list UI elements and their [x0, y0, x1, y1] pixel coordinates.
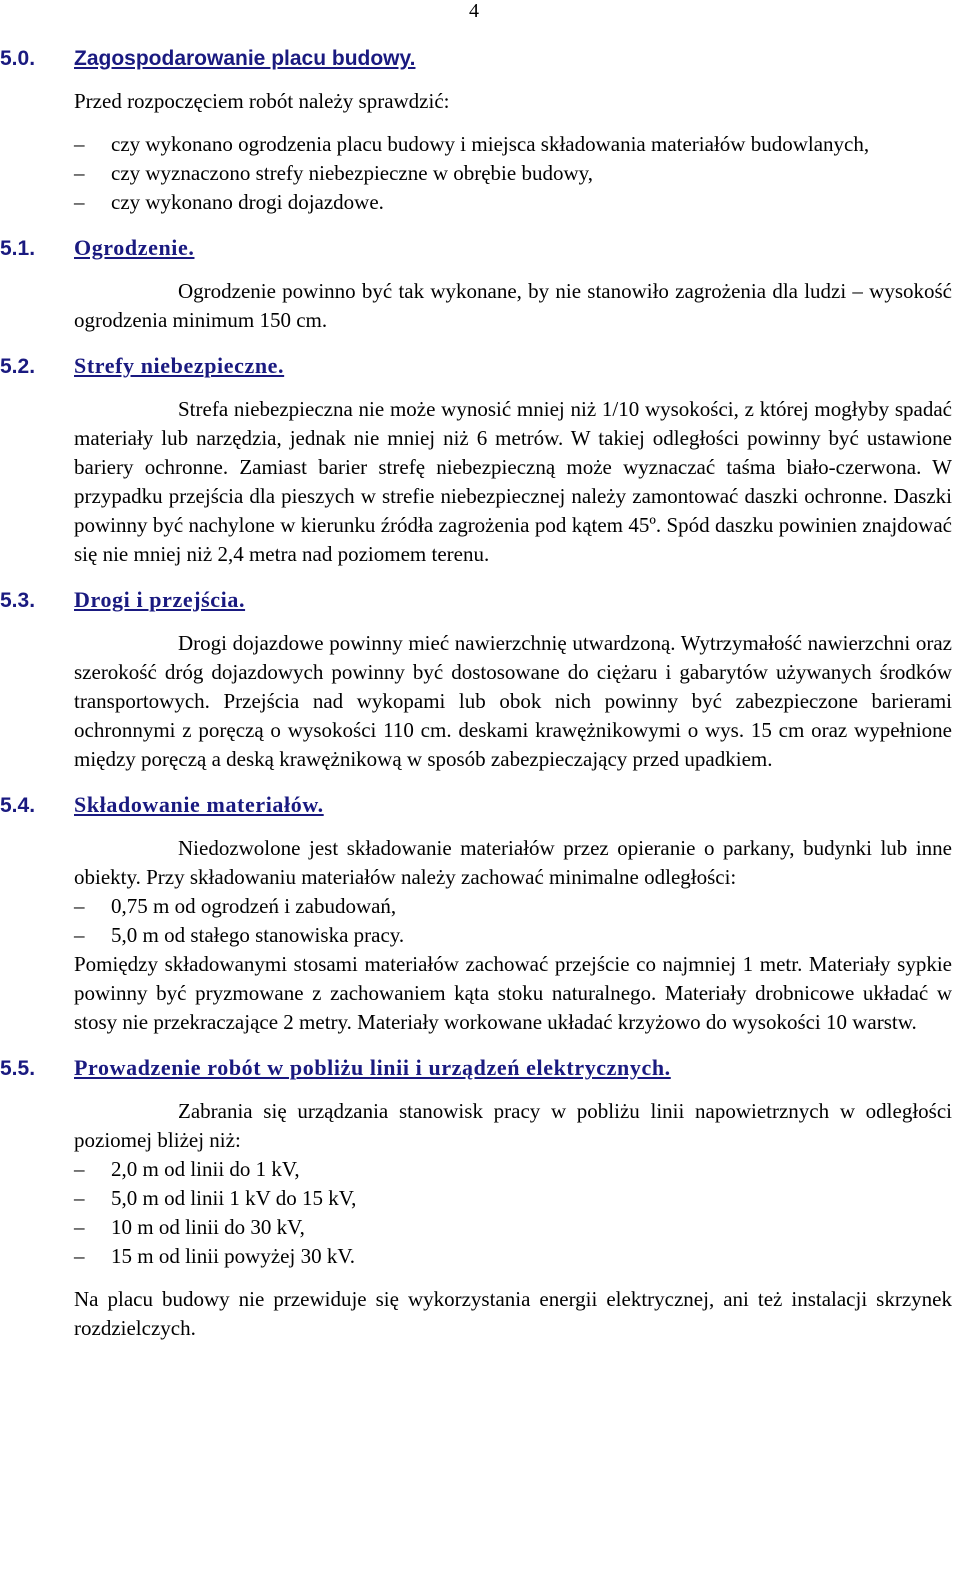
section-number: 5.1. [0, 237, 36, 260]
list-item: – czy wyznaczono strefy niebezpieczne w obrębie budowy, [74, 159, 952, 188]
list-item: – 5,0 m od stałego stanowiska pracy. [74, 921, 952, 950]
paragraph: Zabrania się urządzania stanowisk pracy w pobliżu linii napowietrznych w odległości poziomej bliżej niż: [74, 1099, 952, 1152]
list-item: – czy wykonano drogi dojazdowe. [74, 188, 952, 217]
section-number: 5.3. [0, 589, 36, 612]
distance-list [74, 1155, 952, 1271]
paragraph: Na placu budowy nie przewiduje się wykorzystania energii elektrycznej, ani też instalacji skrzynek rozdzielczych. [74, 1287, 952, 1340]
distance-list [74, 892, 952, 950]
list-item: – 10 m od linii do 30 kV, [74, 1213, 952, 1242]
section-title: Drogi i przejścia. [74, 587, 246, 612]
paragraph: Pomiędzy składowanymi stosami materiałów zachować przejście co najmniej 1 metr. Materiały sypkie powinny być pryzmowane z zachowaniem kąta stoku naturalnego. Materiały drobnicowe układać w stosy nie przekraczające 2 metry. Materiały workowane układać krzyżowo do wysokości 10 warstw. [74, 952, 952, 1034]
paragraph: Drogi dojazdowe powinny mieć nawierzchnię utwardzoną. Wytrzymałość nawierzchni oraz szerokość dróg dojazdowych powinny być dostosowane do ciężaru i gabarytów używanych środków transportowych. Przejścia nad wykopami lub obok nich powinny być zabezpieczone barierami ochronnymi z poręczą o wysokości 110 cm. deskami krawężnikowymi o wys. 15 cm oraz wypełnione między poręczą a deską krawężnikową w sposób zabezpieczający przed upadkiem. [74, 631, 952, 771]
section-title: Składowanie materiałów. [74, 792, 324, 817]
section-heading-5-2 [0, 351, 952, 381]
section-title: Strefy niebezpieczne. [74, 353, 285, 378]
list-item: – 5,0 m od linii 1 kV do 15 kV, [74, 1184, 952, 1213]
page-number: 4 [469, 0, 479, 22]
section-number: 5.4. [0, 794, 36, 817]
section-heading-5-4 [0, 790, 952, 820]
section-heading-5-5 [0, 1053, 952, 1083]
checklist [74, 130, 952, 217]
section-number: 5.0. [0, 47, 36, 70]
section-number: 5.5. [0, 1057, 36, 1080]
section-heading-5-1 [0, 233, 952, 263]
list-item: – 15 m od linii powyżej 30 kV. [74, 1242, 952, 1271]
section-number: 5.2. [0, 355, 36, 378]
paragraph: Przed rozpoczęciem robót należy sprawdzić: [74, 89, 450, 113]
list-item: – czy wykonano ogrodzenia placu budowy i miejsca składowania materiałów budowlanych, [74, 130, 952, 159]
section-title: Prowadzenie robót w pobliżu linii i urządzeń elektrycznych. [74, 1055, 671, 1080]
section-heading-5-0 [0, 44, 952, 73]
paragraph: Ogrodzenie powinno być tak wykonane, by nie stanowiło zagrożenia dla ludzi – wysokość ogrodzenia minimum 150 cm. [74, 279, 952, 332]
list-item: – 0,75 m od ogrodzeń i zabudowań, [74, 892, 952, 921]
section-title: Zagospodarowanie placu budowy. [74, 47, 416, 70]
list-item: – 2,0 m od linii do 1 kV, [74, 1155, 952, 1184]
section-heading-5-3 [0, 585, 952, 615]
document-body [0, 44, 952, 1343]
paragraph: Strefa niebezpieczna nie może wynosić mniej niż 1/10 wysokości, z której mogłyby spadać materiały lub narzędzia, jednak nie mniej niż 6 metrów. W takiej odległości powinny być ustawione bariery ochronne. Zamiast barier strefę niebezpieczną może wyznaczać taśma biało-czerwona. W przypadku przejścia dla pieszych w strefie niebezpiecznej należy zamontować daszki ochronne. Daszki powinny być nachylone w kierunku źródła zagrożenia pod kątem 45º. Spód daszku powinien znajdować się nie mniej niż 2,4 metra nad poziomem terenu. [74, 397, 952, 566]
paragraph: Niedozwolone jest składowanie materiałów przez opieranie o parkany, budynki lub inne obiekty. Przy składowaniu materiałów należy zachować minimalne odległości: [74, 836, 952, 889]
section-title: Ogrodzenie. [74, 235, 195, 260]
